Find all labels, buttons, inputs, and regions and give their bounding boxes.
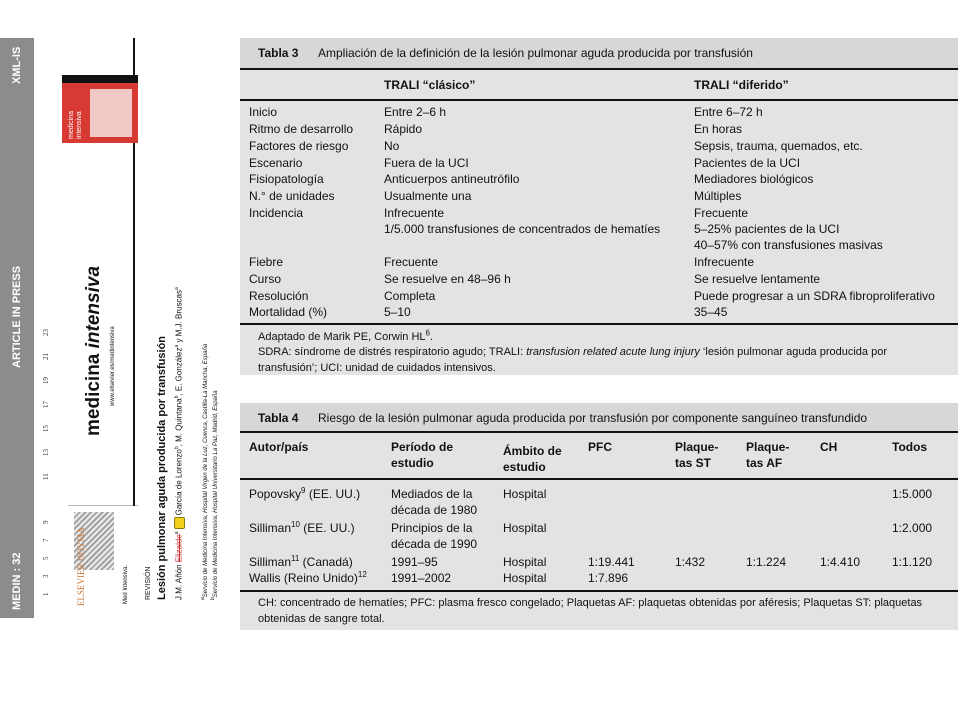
- table-cell: Curso: [249, 272, 282, 286]
- table-cell: 40–57% con transfusiones masivas: [694, 238, 883, 252]
- struck-author-name: Elizalde: [174, 534, 184, 563]
- table-cell: década de 1990: [391, 537, 478, 551]
- line-number: 21: [42, 353, 50, 360]
- journal-abbrev: Med Intensiva.: [123, 564, 129, 604]
- table-cell: estudio: [503, 460, 546, 474]
- table-cell: No: [384, 139, 400, 153]
- table-rule: [240, 99, 958, 101]
- table-cell: 1:5.000: [892, 487, 933, 501]
- table-cell: Wallis (Reino Unido)$^{12}$: [249, 570, 367, 585]
- publisher-name: ELSEVIER DOYMA: [76, 527, 86, 606]
- table-3-abbreviations: SDRA: síndrome de distrés respiratorio agudo; TRALI: transfusion related acute lung injury ‘lesión pulmonar aguda producida por transfusión’; UCI: unidad de cuidados intensivos.: [258, 346, 887, 374]
- header-journal-code: MEDIN : 32: [11, 552, 23, 610]
- line-number: 7: [42, 538, 50, 542]
- table-cell: 1/5.000 transfusiones de concentrados de hematíes: [384, 222, 661, 236]
- table-cell: estudio: [391, 456, 434, 470]
- cover-title: medicina intensiva: [68, 110, 83, 139]
- table-cell: década de 1980: [391, 503, 478, 517]
- table-cell: Hospital: [503, 487, 547, 501]
- table-cell: Múltiples: [694, 189, 742, 203]
- table-cell: Pacientes de la UCI: [694, 156, 801, 170]
- table-cell: En horas: [694, 122, 743, 136]
- table-cell: Principios de la: [391, 521, 473, 535]
- table-cell: Fiebre: [249, 255, 284, 269]
- journal-masthead: [68, 161, 138, 506]
- table-cell: 5–25% pacientes de la UCI: [694, 222, 840, 236]
- table-rule: [240, 590, 958, 592]
- line-number: 5: [42, 556, 50, 560]
- col-header-platelets-st: Plaque-: [675, 440, 719, 454]
- table-rule: [240, 431, 958, 433]
- table-cell: Incidencia: [249, 206, 304, 220]
- table-cell: 1991–95: [391, 555, 438, 569]
- col-header-pfc: PFC: [588, 440, 612, 454]
- table-cell: Resolución: [249, 289, 309, 303]
- table-cell: Popovsky$^9$ (EE. UU.): [249, 486, 361, 501]
- table-cell: Frecuente: [694, 206, 749, 220]
- comment-note-icon[interactable]: [174, 517, 185, 529]
- article-title: Lesión pulmonar aguda producida por transfusión: [156, 335, 168, 600]
- table-rule: [240, 68, 958, 70]
- masthead-bar: [62, 75, 138, 83]
- table-cell: Infrecuente: [384, 206, 445, 220]
- table-4: [240, 403, 958, 630]
- elsevier-logo: [68, 505, 138, 610]
- table-cell: 5–10: [384, 305, 411, 319]
- line-number: 15: [42, 425, 50, 432]
- article-first-page-strip: [0, 38, 232, 618]
- table-cell: N.° de unidades: [249, 189, 335, 203]
- table-cell: Mediados de la: [391, 487, 473, 501]
- table-4-caption: [240, 403, 958, 433]
- table-cell: 1:4.410: [820, 555, 861, 569]
- line-number: 9: [42, 520, 50, 524]
- line-number: 13: [42, 449, 50, 456]
- table-4-label: Tabla 4: [258, 411, 299, 425]
- journal-title: medicina intensiva: [83, 265, 104, 436]
- table-cell: Hospital: [503, 555, 547, 569]
- table-cell: Entre 2–6 h: [384, 105, 447, 119]
- header-status: ARTICLE IN PRESS: [11, 265, 23, 368]
- affiliation-a: $^a$Servicio de Medicina Intensiva, Hospital Virgen de la Luz, Cuenca, Castilla-La Mancha, España: [200, 343, 209, 600]
- table-cell: tas ST: [675, 456, 712, 470]
- table-cell: Infrecuente: [694, 255, 755, 269]
- col-header-author: Autor/país: [249, 440, 309, 454]
- table-cell: Hospital: [503, 521, 547, 535]
- table-3-caption: [240, 38, 958, 68]
- table-cell: Ritmo de desarrollo: [249, 122, 354, 136]
- table-3-title: Ampliación de la definición de la lesión pulmonar aguda producida por transfusión: [318, 46, 753, 60]
- section-label: REVISIÓN: [145, 566, 152, 600]
- table-cell: tas AF: [746, 456, 783, 470]
- table-rule: [240, 478, 958, 480]
- table-cell: Puede progresar a un SDRA fibroproliferativo: [694, 289, 935, 303]
- rotated-page: [0, 38, 232, 618]
- journal-cover-thumbnail: [62, 83, 138, 143]
- table-cell: 1:7.896: [588, 571, 629, 585]
- table-cell: Inicio: [249, 105, 278, 119]
- table-cell: Silliman$^{10}$ (EE. UU.): [249, 520, 355, 535]
- line-number: 17: [42, 401, 50, 408]
- table-cell: Mortalidad (%): [249, 305, 328, 319]
- table-cell: 1991–2002: [391, 571, 452, 585]
- table-3-label: Tabla 3: [258, 46, 299, 60]
- journal-url: www.elsevier.es/medintensiva: [110, 326, 116, 406]
- article-header-band: [0, 38, 34, 618]
- col-header-ch: CH: [820, 440, 838, 454]
- table-cell: 1:2.000: [892, 521, 933, 535]
- cover-picture: [90, 89, 132, 137]
- header-format: XML-IS: [11, 46, 23, 84]
- table-cell: Sepsis, trauma, quemados, etc.: [694, 139, 863, 153]
- line-number: 3: [42, 574, 50, 578]
- table-cell: 1:19.441: [588, 555, 635, 569]
- affiliation-b: $^b$Servicio de Medicina Intensiva, Hospital Universitario La Paz, Madrid, España: [210, 390, 219, 600]
- table-cell: Mediadores biológicos: [694, 172, 814, 186]
- table-cell: Hospital: [503, 571, 547, 585]
- table-cell: Factores de riesgo: [249, 139, 349, 153]
- table-cell: 35–45: [694, 305, 728, 319]
- col-header-all: Todos: [892, 440, 928, 454]
- line-number: 11: [42, 473, 50, 480]
- col-header-period: Período de: [391, 440, 454, 454]
- table-cell: 1:1.224: [746, 555, 787, 569]
- col-header-classic: TRALI “clásico”: [384, 78, 476, 92]
- table-cell: Se resuelve en 48–96 h: [384, 272, 511, 286]
- line-numbers: [40, 38, 54, 618]
- table-cell: 1:432: [675, 555, 706, 569]
- table-cell: Entre 6–72 h: [694, 105, 763, 119]
- table-cell: Fisiopatología: [249, 172, 324, 186]
- table-3: [240, 38, 958, 375]
- table-cell: Usualmente una: [384, 189, 472, 203]
- table-cell: Frecuente: [384, 255, 439, 269]
- table-3-source-note: Adaptado de Marik PE, Corwin $HL^6$.: [258, 328, 434, 343]
- col-header-platelets-af: Plaque-: [746, 440, 790, 454]
- table-cell: Escenario: [249, 156, 303, 170]
- table-cell: Silliman$^{11}$ (Canadá): [249, 554, 353, 569]
- col-header-delayed: TRALI “diferido”: [694, 78, 789, 92]
- line-number: 23: [42, 329, 50, 336]
- line-number: 1: [42, 592, 50, 596]
- table-cell: Fuera de la UCI: [384, 156, 469, 170]
- author-list: J.M. Añón Elizalde$^a$García de Lorenzo$^b$, M. Quintana$^b$, E. González$^a$ y M.J. Bruscas$^a$: [174, 287, 184, 600]
- table-cell: 1:1.120: [892, 555, 933, 569]
- col-header-scope: Ámbito de: [503, 444, 562, 458]
- table-cell: Rápido: [384, 122, 423, 136]
- table-cell: Completa: [384, 289, 436, 303]
- table-4-abbreviations: CH: concentrado de hematíes; PFC: plasma fresco congelado; Plaquetas AF: plaquetas obtenidas por aféresis; Plaquetas ST: plaquetas obtenidas de sangre total.: [258, 597, 923, 625]
- table-cell: Anticuerpos antineutrófilo: [384, 172, 520, 186]
- table-rule: [240, 323, 958, 325]
- line-number: 19: [42, 377, 50, 384]
- table-cell: Se resuelve lentamente: [694, 272, 821, 286]
- table-4-title: Riesgo de la lesión pulmonar aguda producida por transfusión por componente sanguíneo transfundido: [318, 411, 868, 425]
